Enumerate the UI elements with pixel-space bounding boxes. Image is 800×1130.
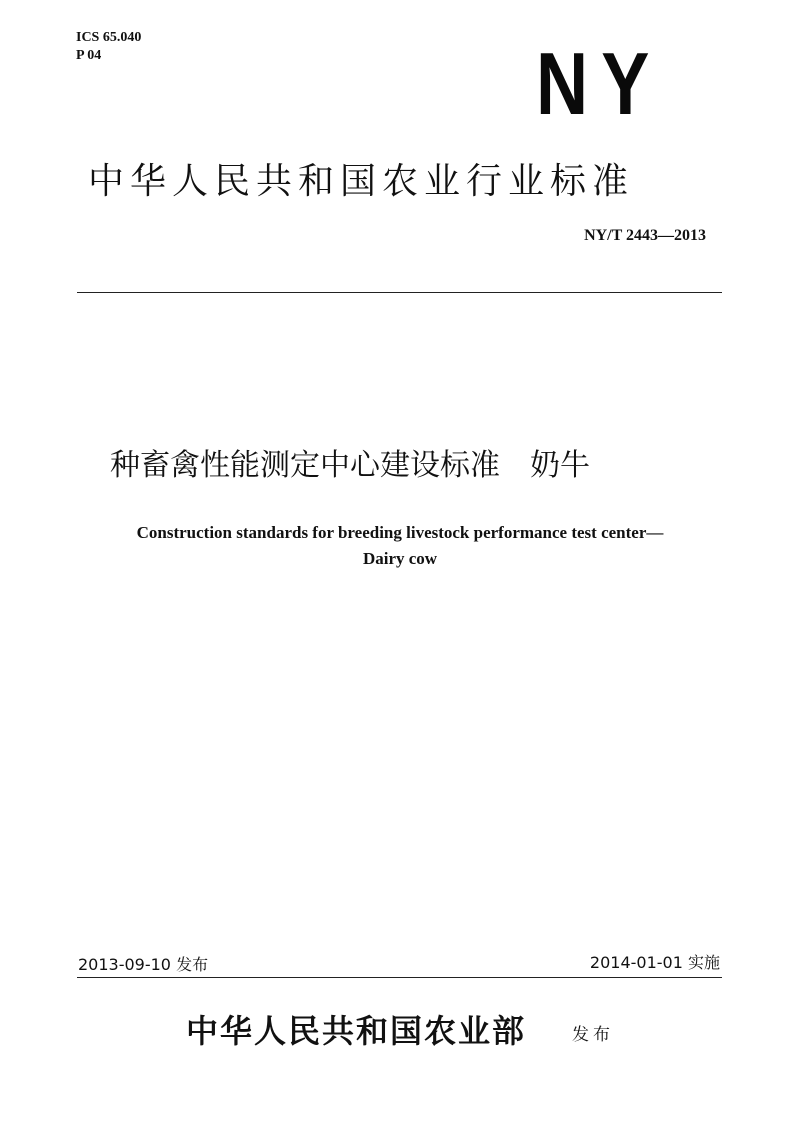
english-title-line1: Construction standards for breeding livestock performance test center— bbox=[136, 523, 664, 542]
ny-logo: NY bbox=[536, 34, 663, 133]
english-title-line2: Dairy cow bbox=[362, 549, 438, 568]
chinese-title: 种畜禽性能测定中心建设标准 奶牛 bbox=[110, 448, 590, 483]
english-title bbox=[60, 520, 740, 572]
release-date: 2013-09-10 发布 bbox=[78, 955, 209, 974]
issuer: 中华人民共和国农业部 bbox=[186, 1012, 527, 1050]
effective-date: 2014-01-01 实施 bbox=[589, 953, 720, 972]
standard-category: 中华人民共和国农业行业标准 bbox=[88, 161, 635, 202]
ics-code: ICS 65.040 bbox=[76, 30, 142, 45]
top-divider bbox=[77, 292, 722, 293]
standard-number: NY/T 2443—2013 bbox=[584, 227, 706, 244]
issuer-suffix: 发布 bbox=[572, 1025, 614, 1045]
bottom-divider bbox=[77, 977, 722, 978]
ccs-code: P 04 bbox=[76, 48, 102, 63]
